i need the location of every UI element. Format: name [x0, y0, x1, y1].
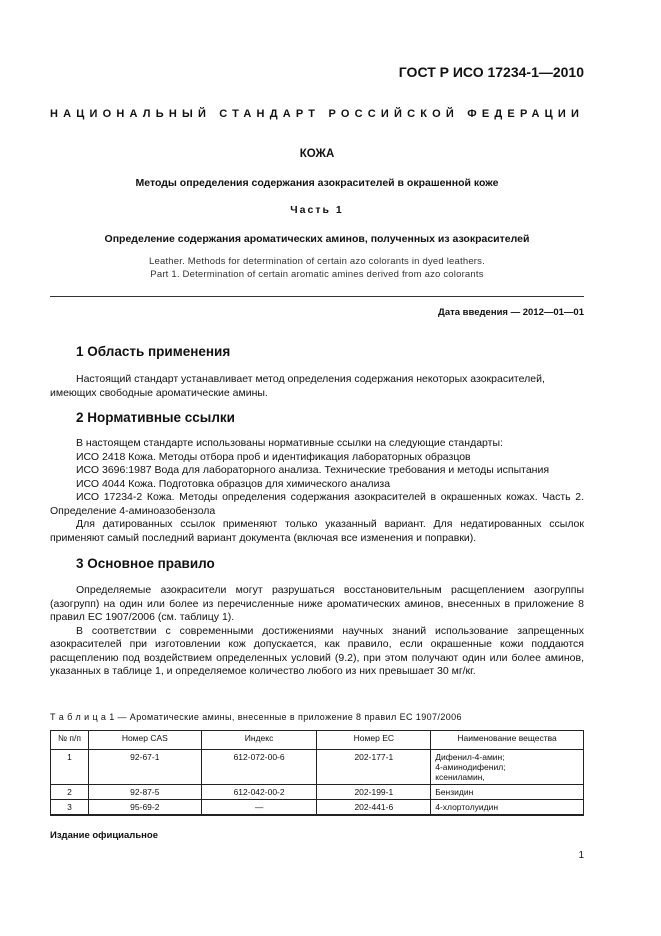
section-2-intro: В настоящем стандарте использованы нормативные ссылки на следующие стандарты:	[76, 437, 503, 449]
aromatic-amines-table	[50, 730, 584, 815]
table-caption: Т а б л и ц а 1 — Ароматические амины, внесенные в приложение 8 правил ЕС 1907/2006	[50, 712, 462, 722]
footer-divider	[50, 815, 584, 816]
index-number: 612-042-00-2	[201, 785, 317, 800]
document-subtitle: Методы определения содержания азокрасителей в окрашенной коже	[135, 177, 499, 189]
row-number: 2	[51, 785, 89, 800]
document-title: КОЖА	[299, 148, 335, 160]
page-number: 1	[578, 850, 584, 861]
normative-ref-3: ИСО 4044 Кожа. Подготовка образцов для химического анализа	[76, 477, 391, 490]
index-number: 612-072-00-6	[201, 750, 317, 785]
column-header-number: № п/п	[51, 731, 89, 750]
table-header-row	[51, 731, 584, 750]
substance-name-line: 4-аминодифенил;	[435, 762, 506, 772]
row-number: 3	[51, 800, 89, 815]
english-title-line-2: Part 1. Determination of certain aromatic amines derived from azo colorants	[150, 269, 484, 280]
part-label: Часть 1	[290, 204, 344, 216]
introduction-date: Дата введения — 2012—01—01	[438, 307, 584, 318]
row-number: 1	[51, 750, 89, 785]
section-3-paragraph-1: Определяемые азокрасители могут разрушаться восстановительным расщеплением азогруппы (азогрупп) на один или более из перечисленные ниже ароматических аминов, внесенных в приложение 8 правил ЕС 1907/2006 (см. таблицу 1).	[50, 584, 584, 623]
column-header-cas: Номер CAS	[88, 731, 201, 750]
cas-number: 92-67-1	[88, 750, 201, 785]
section-2-heading: 2 Нормативные ссылки	[76, 410, 235, 425]
table-row	[51, 800, 584, 815]
national-standard-banner: НАЦИОНАЛЬНЫЙ СТАНДАРТ РОССИЙСКОЙ ФЕДЕРАЦИИ	[50, 108, 585, 120]
column-header-substance: Наименование вещества	[431, 731, 584, 750]
substance-name-line: Дифенил-4-амин;	[435, 752, 505, 762]
ec-number: 202-177-1	[317, 750, 431, 785]
column-header-ec: Номер ЕС	[317, 731, 431, 750]
column-header-index: Индекс	[201, 731, 317, 750]
english-title-line-1: Leather. Methods for determination of certain azo colorants in dyed leathers.	[149, 256, 485, 267]
document-code: ГОСТ Р ИСО 17234-1—2010	[398, 64, 584, 80]
section-1-body	[50, 373, 584, 400]
normative-ref-2: ИСО 3696:1987 Вода для лабораторного анализа. Технические требования и методы испытания	[76, 464, 550, 476]
edition-label: Издание официальное	[50, 830, 158, 841]
table-row	[51, 785, 584, 800]
normative-ref-1: ИСО 2418 Кожа. Методы отбора проб и идентификация лабораторных образцов	[76, 450, 471, 463]
section-2-body	[50, 437, 584, 545]
substance-name	[431, 750, 584, 785]
cas-number: 92-87-5	[88, 785, 201, 800]
section-3-heading: 3 Основное правило	[76, 556, 215, 571]
substance-name: 4-хлортолуидин	[431, 800, 584, 815]
section-1-heading: 1 Область применения	[76, 344, 231, 359]
section-3-paragraph-2: В соответствии с современными достижениями научных знаний использование запрещенных азокрасителей при изготовлении кож допускается, как правило, если окрашенные кожи поддаются расщеплению под воздействием определенных условий (9.2), при этом получают один или более аминов, указанных в таблице 1, и определяемое количество любого из них превышает 30 мг/кг.	[50, 624, 584, 677]
cas-number: 95-69-2	[88, 800, 201, 815]
substance-name-line: ксениламин,	[435, 772, 485, 782]
table-row	[51, 750, 584, 785]
part-title: Определение содержания ароматических аминов, полученных из азокрасителей	[104, 233, 530, 245]
ec-number: 202-199-1	[317, 785, 431, 800]
normative-ref-4: ИСО 17234-2 Кожа. Методы определения содержания азокрасителей в окрашенных кожах. Часть 2. Определение 4-аминоазобензола	[50, 491, 584, 517]
header-divider	[50, 296, 584, 297]
section-2-note: Для датированных ссылок применяют только указанный вариант. Для недатированных ссылок применяют самый последний вариант документа (включая все изменения и поправки).	[50, 518, 584, 544]
ec-number: 202-441-6	[317, 800, 431, 815]
index-number: —	[201, 800, 317, 815]
substance-name: Бензидин	[431, 785, 584, 800]
section-3-body	[50, 584, 584, 679]
section-1-text: Настоящий стандарт устанавливает метод определения содержания некоторых азокрасителей, имеющих свободные ароматические амины.	[50, 373, 545, 399]
